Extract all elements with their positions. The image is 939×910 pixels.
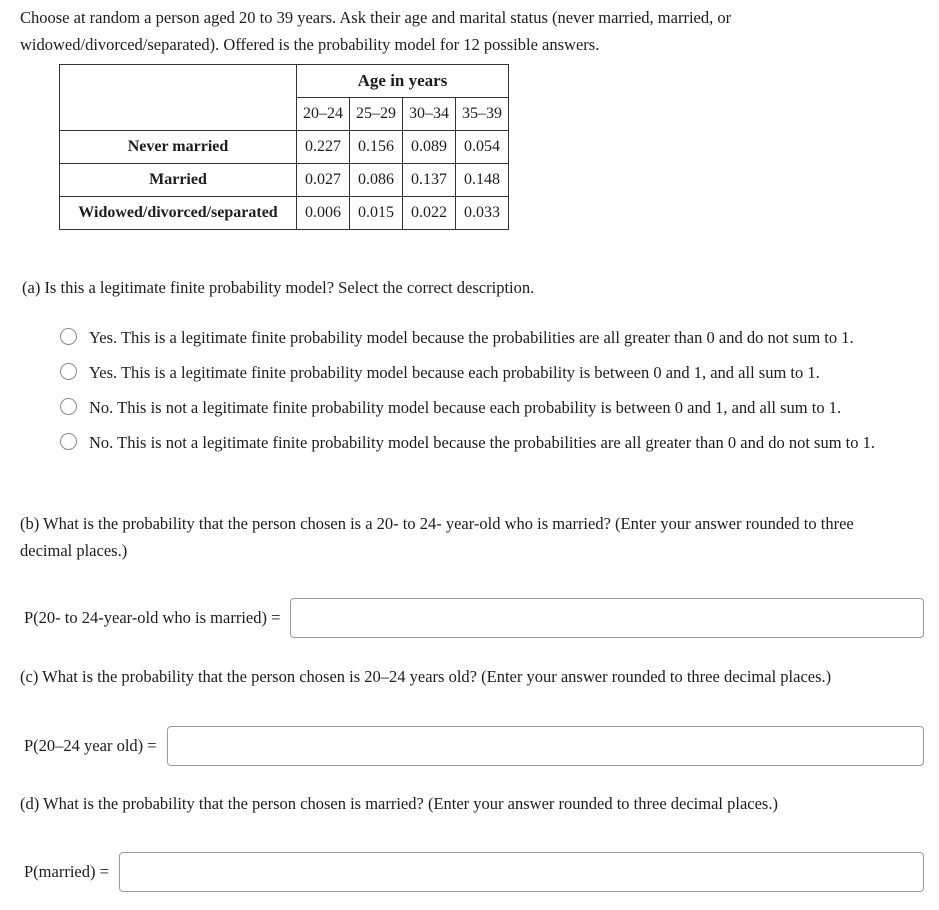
table-cell: 0.033 (456, 197, 509, 230)
option-label: No. This is not a legitimate finite probability model because each probability is between 0 and 1, and all sum to 1. (89, 398, 842, 417)
intro-line-1: Choose at random a person aged 20 to 39 years. Ask their age and marital status (never married, married, or (20, 8, 732, 27)
part-b-answer-row (24, 597, 924, 639)
part-d-label: P(married) = (24, 862, 109, 881)
option-a3[interactable] (60, 394, 930, 421)
radio-button[interactable] (60, 398, 77, 415)
part-c-label: P(20–24 year old) = (24, 736, 157, 755)
column-header: 25–29 (350, 98, 403, 131)
column-header: 35–39 (456, 98, 509, 131)
probability-table (59, 64, 509, 230)
option-label: Yes. This is a legitimate finite probability model because the probabilities are all greater than 0 and do not sum to 1. (89, 328, 854, 347)
part-c-question: (c) What is the probability that the person chosen is 20–24 years old? (Enter your answer rounded to three decimal places.) (20, 667, 832, 686)
part-d-answer-input[interactable] (119, 852, 924, 892)
column-header: 30–34 (403, 98, 456, 131)
part-c-answer-input[interactable] (167, 726, 924, 766)
part-d-question: (d) What is the probability that the person chosen is married? (Enter your answer rounded to three decimal places.) (20, 794, 778, 813)
option-label: Yes. This is a legitimate finite probability model because each probability is between 0 and 1, and all sum to 1. (89, 363, 820, 382)
option-a4[interactable] (60, 429, 930, 456)
table-cell: 0.015 (350, 197, 403, 230)
radio-button[interactable] (60, 328, 77, 345)
table-row (60, 164, 509, 197)
part-b-question: (b) What is the probability that the person chosen is a 20- to 24- year-old who is married? (Enter your answer rounded to three decimal places.) (20, 514, 854, 560)
table-cell: 0.006 (297, 197, 350, 230)
age-header: Age in years (297, 65, 509, 98)
table-cell: 0.148 (456, 164, 509, 197)
problem-intro (20, 4, 920, 58)
row-label-widowed: Widowed/divorced/separated (60, 197, 297, 230)
table-cell: 0.089 (403, 131, 456, 164)
column-header: 20–24 (297, 98, 350, 131)
row-label-never-married: Never married (60, 131, 297, 164)
radio-button[interactable] (60, 363, 77, 380)
part-a-options (60, 324, 930, 464)
radio-button[interactable] (60, 433, 77, 450)
part-b-label: P(20- to 24-year-old who is married) = (24, 608, 281, 627)
table-cell: 0.022 (403, 197, 456, 230)
option-a2[interactable] (60, 359, 930, 386)
intro-line-2: widowed/divorced/separated). Offered is the probability model for 12 possible answers. (20, 35, 600, 54)
table-corner-cell (60, 65, 297, 131)
part-a-question: (a) Is this a legitimate finite probability model? Select the correct description. (22, 278, 535, 297)
table-row (60, 131, 509, 164)
table-cell: 0.227 (297, 131, 350, 164)
table-cell: 0.054 (456, 131, 509, 164)
table-row (60, 197, 509, 230)
table-header-row (60, 65, 509, 98)
option-a1[interactable] (60, 324, 930, 351)
part-b-answer-input[interactable] (290, 598, 924, 638)
table-cell: 0.156 (350, 131, 403, 164)
part-c-answer-row (24, 725, 924, 767)
option-label: No. This is not a legitimate finite probability model because the probabilities are all greater than 0 and do not sum to 1. (89, 433, 875, 452)
row-label-married: Married (60, 164, 297, 197)
table-cell: 0.137 (403, 164, 456, 197)
part-d-answer-row (24, 851, 924, 893)
table-cell: 0.086 (350, 164, 403, 197)
table-cell: 0.027 (297, 164, 350, 197)
